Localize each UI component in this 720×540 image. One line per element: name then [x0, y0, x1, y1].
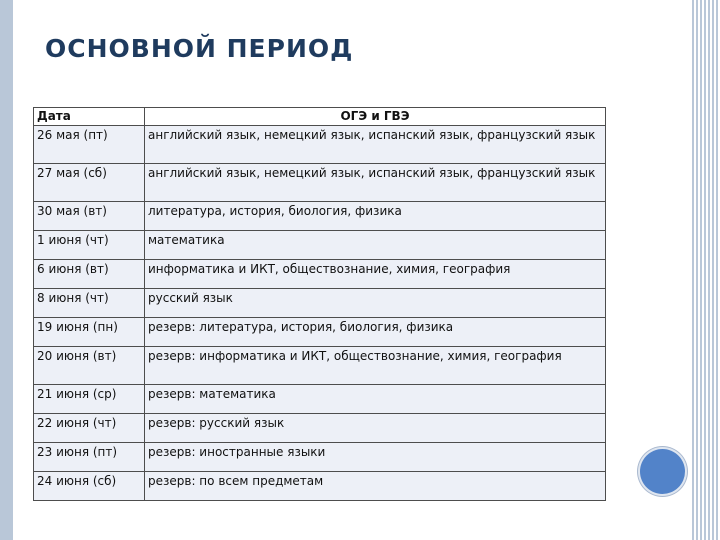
row-date: 27 мая (сб): [34, 164, 145, 202]
table-row: [34, 126, 606, 164]
row-date: 26 мая (пт): [34, 126, 145, 164]
header-subject: ОГЭ и ГВЭ: [145, 108, 606, 126]
slide-title: ОСНОВНОЙ ПЕРИОД: [45, 34, 354, 63]
row-subject: резерв: иностранные языки: [145, 443, 606, 472]
row-subject: резерв: литература, история, биология, физика: [145, 318, 606, 347]
table-row: [34, 164, 606, 202]
row-subject: русский язык: [145, 289, 606, 318]
row-date: 1 июня (чт): [34, 231, 145, 260]
table-row: [34, 318, 606, 347]
header-date: Дата: [34, 108, 145, 126]
row-date: 6 июня (вт): [34, 260, 145, 289]
table-row: [34, 443, 606, 472]
table-row: [34, 347, 606, 385]
row-subject: информатика и ИКТ, обществознание, химия, география: [145, 260, 606, 289]
table-row: [34, 202, 606, 231]
row-date: 30 мая (вт): [34, 202, 145, 231]
row-subject: резерв: по всем предметам: [145, 472, 606, 501]
row-date: 22 июня (чт): [34, 414, 145, 443]
row-subject: английский язык, немецкий язык, испанский язык, французский язык: [145, 126, 606, 164]
table-header-row: [34, 108, 606, 126]
row-subject: резерв: математика: [145, 385, 606, 414]
table-row: [34, 414, 606, 443]
table-row: [34, 472, 606, 501]
row-subject: резерв: русский язык: [145, 414, 606, 443]
row-date: 23 июня (пт): [34, 443, 145, 472]
row-subject: английский язык, немецкий язык, испанский язык, французский язык: [145, 164, 606, 202]
row-subject: литература, история, биология, физика: [145, 202, 606, 231]
row-subject: резерв: информатика и ИКТ, обществознание, химия, география: [145, 347, 606, 385]
row-date: 8 июня (чт): [34, 289, 145, 318]
table-row: [34, 231, 606, 260]
decorative-circle: [640, 449, 685, 494]
row-date: 20 июня (вт): [34, 347, 145, 385]
table-row: [34, 260, 606, 289]
row-date: 19 июня (пн): [34, 318, 145, 347]
row-date: 24 июня (сб): [34, 472, 145, 501]
table-row: [34, 385, 606, 414]
table-row: [34, 289, 606, 318]
row-subject: математика: [145, 231, 606, 260]
exam-schedule-table: [33, 107, 606, 501]
left-frame-bar: [0, 0, 13, 540]
right-frame-stripes: [692, 0, 720, 540]
row-date: 21 июня (ср): [34, 385, 145, 414]
